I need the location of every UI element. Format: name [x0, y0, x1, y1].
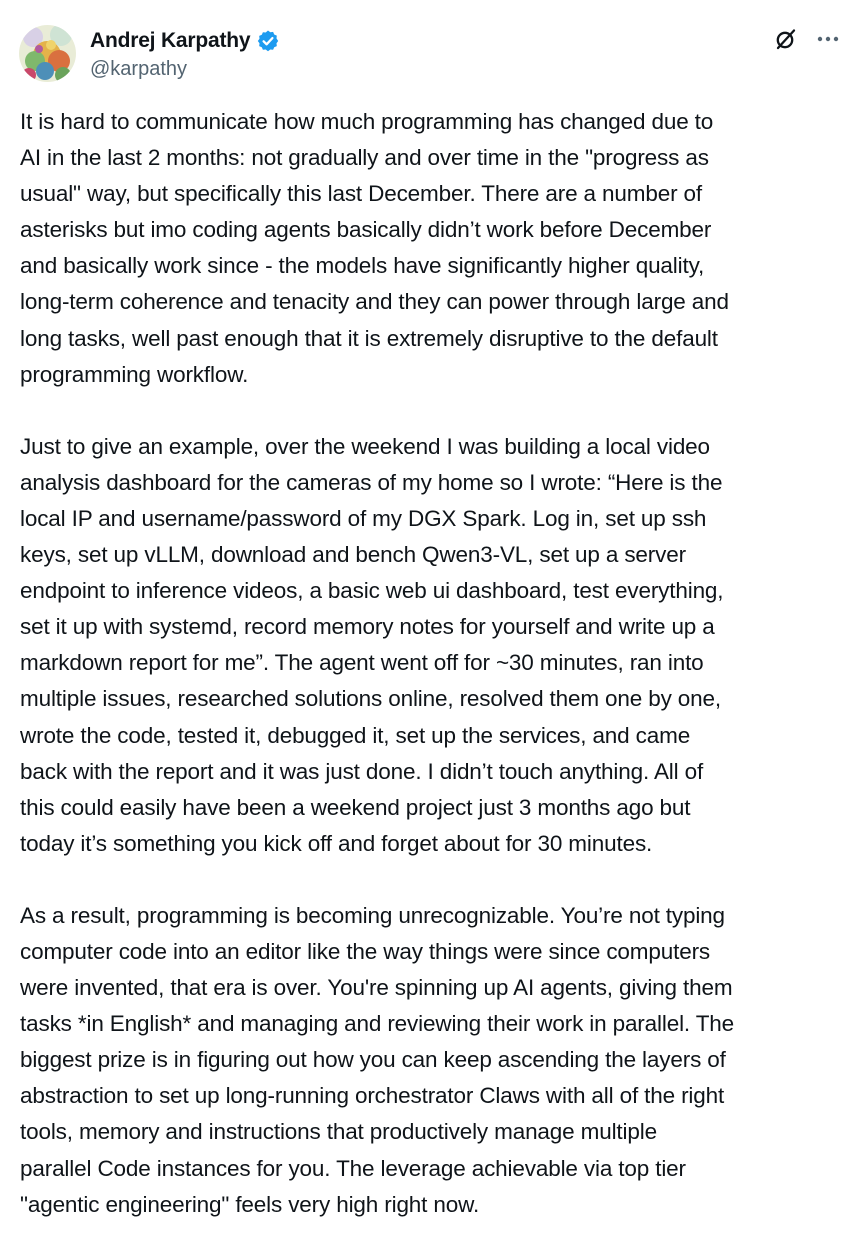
tweet-line: tasks *in English* and managing and reviewing their work in parallel. The [20, 1011, 735, 1037]
tweet-line: and basically work since - the models have significantly higher quality, [20, 253, 705, 279]
tweet-line: Just to give an example, over the weekend I was building a local video [20, 433, 710, 459]
grok-icon[interactable] [774, 27, 798, 51]
more-horizontal-icon[interactable] [814, 27, 842, 51]
tweet-paragraph-2 [20, 429, 846, 862]
tweet-line: asterisks but imo coding agents basically didn’t work before December [20, 217, 712, 243]
tweet-line: usual" way, but specifically this last December. There are a number of [20, 181, 702, 207]
tweet-line: computer code into an editor like the way things were since computers [20, 938, 711, 964]
author-handle[interactable]: @karpathy [90, 58, 188, 80]
tweet-line: long tasks, well past enough that it is extremely disruptive to the default [20, 325, 718, 351]
tweet-line: markdown report for me”. The agent went off for ~30 minutes, ran into [20, 650, 704, 676]
avatar-image [19, 25, 76, 82]
tweet-line: biggest prize is in figuring out how you can keep ascending the layers of [20, 1047, 726, 1073]
avatar[interactable] [19, 25, 76, 82]
tweet-line: abstraction to set up long-running orchestrator Claws with all of the right [20, 1083, 725, 1109]
tweet-line: analysis dashboard for the cameras of my home so I wrote: “Here is the [20, 469, 723, 495]
tweet-paragraph-1 [20, 104, 846, 393]
author-display-name[interactable]: Andrej Karpathy [90, 29, 251, 52]
tweet-header [0, 0, 862, 100]
tweet-line: "agentic engineering" feels very high right now. [20, 1191, 480, 1217]
tweet-line: programming workflow. [20, 361, 249, 387]
tweet-line: were invented, that era is over. You're spinning up AI agents, giving them [20, 975, 733, 1001]
tweet-line: wrote the code, tested it, debugged it, set up the services, and came [20, 722, 691, 748]
tweet-line: back with the report and it was just done. I didn’t touch anything. All of [20, 758, 704, 784]
author-name-row [90, 28, 280, 54]
tweet-line: tools, memory and instructions that productively manage multiple [20, 1119, 657, 1145]
tweet-line: long-term coherence and tenacity and they can power through large and [20, 289, 729, 315]
tweet-line: multiple issues, researched solutions online, resolved them one by one, [20, 686, 722, 712]
tweet-line: It is hard to communicate how much programming has changed due to [20, 109, 714, 134]
tweet-line: set it up with systemd, record memory notes for yourself and write up a [20, 614, 715, 640]
verified-badge-icon[interactable] [256, 29, 280, 53]
tweet-text [20, 104, 846, 1259]
tweet-line: parallel Code instances for you. The leverage achievable via top tier [20, 1155, 686, 1181]
tweet-line: local IP and username/password of my DGX Spark. Log in, set up ssh [20, 505, 707, 531]
tweet-line: endpoint to inference videos, a basic web ui dashboard, test everything, [20, 578, 724, 604]
tweet-paragraph-3 [20, 898, 846, 1223]
tweet-line: this could easily have been a weekend project just 3 months ago but [20, 794, 691, 820]
tweet-line: As a result, programming is becoming unrecognizable. You’re not typing [20, 902, 725, 928]
tweet-line: AI in the last 2 months: not gradually and over time in the "progress as [20, 145, 709, 171]
tweet-line: keys, set up vLLM, download and bench Qwen3-VL, set up a server [20, 542, 686, 568]
tweet-line: today it’s something you kick off and forget about for 30 minutes. [20, 830, 653, 856]
